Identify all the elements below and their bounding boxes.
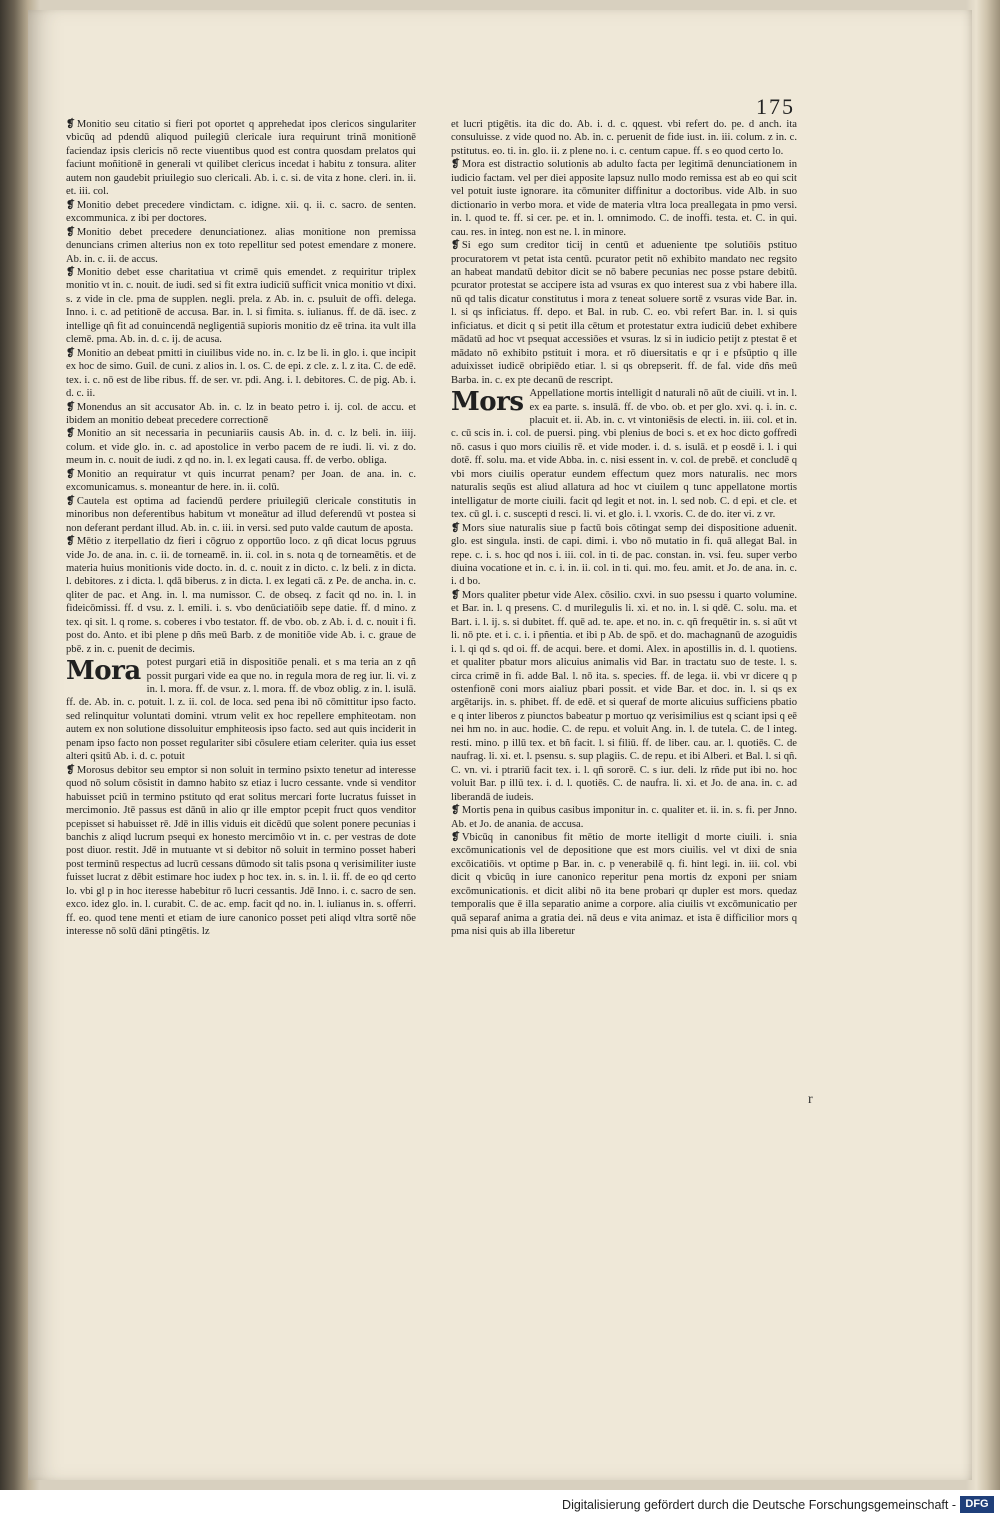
- left-paragraph: ❡ Morosus debitor seu emptor si non soluit in termino psixto tenetur ad interesse quod nō solum cōsistit in damno habito sz etiaz i lucro cessante. vnde si venditor habuisset pciū in termino pstituto qd erat solitus mercari forte lucratus fuisset in mercimonio. Jtē passus est dānū in alio qr ille emptor pcepit fruct quos venditor pcepisset si habuisset rē. Jdē in illis viduis eit dicēdū que solent ponere pecunias i banchis z aliqd lucrum psequi ex honesto mercimōio vt in. c. per vestras de dote post diuor. restit. Jdē in mutuante vt si debitor nō soluit in termino posset haberi post terminū respectus ad lucrū cessans dūmodo sit talis psona q verisimiliter iuste fuisset lucrat z dēbit estimare hoc iudex p hoc tex. in. s. in. l. ii. ff. de eo qd certo lo. vbi gl p in hoc iteresse habebitur rō lucri cessantis. Jdē Inno. i. c. sacro de sen. exco. idez glo. in. l. curabit. C. de ac. emp. facit qd no. in. l. iulianus in. s. offerri. ff. eo. quod tene menti et etiam de iure canonico posset peti aliqd vltra sortē nōe interesse nō solū dāni ptingētis. lz: [66, 764, 416, 939]
- right-paragraph: ❡ Mortis pena in quibus casibus imponitur in. c. qualiter et. ii. in. s. fi. per Jnno. Ab. et Jo. de anania. de accusa.: [451, 804, 797, 831]
- digitization-footer: [0, 1490, 1000, 1521]
- marginal-mark: r: [808, 1092, 813, 1107]
- right-paragraph: ❡ Mora est distractio solutionis ab adulto facta per legitimā denunciationem in iudicio factam. vel per diei apposite lapsuz nullo modo remissa est ab eo qui scit vel potuit iuste ignorare. ita cōmuniter diffinitur a doctoribus. vide Alb. in suo dictionario in verbo mora. et vide de materia vltra loca preallegata in pmo versi. in. l. quod te. ff. si cer. pe. et in. l. omnimodo. C. de inoffi. testa. et. C. in qui. cau. res. in integ. non est ne. l. in minore.: [451, 158, 797, 239]
- mora-text: potest purgari etiā in dispositiōe penali. et s ma teria an z qñ possit purgari vide ea que no. in regula mora de reg iur. li. vi. z in. l. mora. ff. de vsur. z. l. mora. ff. de vboz oblig. z in. l. isulā. ff. de. Ab. in. c. potuit. l. z. ii. col. de loca. sed pena ibi nō cōmittitur ipso facto. sed relinquitur voluntati domini. vtrum velit ex hoc repellere emphiteotam. non autem ex non solutione dissoluitur emphiteosis ipso facto. sed aut quis inciderit in penam ipso facto non posset regulariter sibi cōsulere etiam celeriter. quia ius esset alteri qsitū Ab. i. d. c. potuit: [66, 657, 416, 763]
- left-paragraph: ❡ Monitio debet precedere vindictam. c. idigne. xii. q. ii. c. sacro. de senten. excommunica. z ibi per doctores.: [66, 199, 416, 226]
- right-paragraph: ❡ Mors siue naturalis siue p factū bois cōtingat semp dei dispositione aduenit. glo. est singula. insti. de capi. dimi. i. vbo nō mutatio in fi. quā allegat Bal. in repe. c. i. s. hoc qd nos i. iii. col. in ti. de pac. constan. in. vsi. feu. super verbo diuina vocatione et in. c. i. in. ii. col. in ti. qui. mo. feu. amit. et Jo. de ana. in. c. i. d bo.: [451, 522, 797, 589]
- left-paragraph: ❡ Monitio seu citatio si fieri pot oportet q apprehedat ipos clericos singulariter vbicūq ad pdendū aliquod puilegiū clericale iura requirunt trinā monitionē faciendaz ipsis clericis nō recte viuentibus quod est contra quosdam prelatos qui faciunt moñitionē in generali vt quilibet clericus incedat i habitu z tonsura. aliter autem non gaudebit priuilegio suo clericali. Ab. i. c. si. de vita z hone. cleri. in. ii. et. iii. col.: [66, 118, 416, 199]
- right-paragraph: et lucri ptigētis. ita dic do. Ab. i. d. c. qquest. vbi refert do. pe. d anch. ita consuluisse. z vide quod no. Ab. in. c. peruenit de fide iust. in. iii. colum. z in. c. pstitutus. eo. ti. in. glo. ii. z plene no. i. c. centum capue. ff. s eo quod certo lo.: [451, 119, 797, 157]
- left-paragraph: ❡ Monitio debet precedere denunciationez. alias monitione non premissa denuncians crimen alterius non ex toto repellitur sed potest emendare z monere. Ab. in. c. ii. de accus.: [66, 226, 416, 266]
- dfg-logo: DFG: [960, 1496, 994, 1513]
- left-paragraph: ❡ Cautela est optima ad faciendū perdere priuilegiū clericale constitutis in minoribus non deferentibus habitum vt moneātur ad illud deferendū vt postea si non deferant perdant illud. Ab. in. c. iii. in versi. sed puto valde cautum de aposta.: [66, 495, 416, 535]
- mors-text: Appellatione mortis intelligit d naturali nō aūt de ciuili. vt in. l. ex ea parte. s. insulā. ff. de vbo. ob. et per glo. xvi. q. i. in. c. placuit et. ii. Ab. in. c. vt vintoniēsis de electi. in. iii. col. et in. c. cū scis in. i. col. de puersi. ping. vbi plenius de boci s. et ex hoc dicto goffredi nō. casus i quo mors ciuilis rē. et vide moder. i. d. s. isulā. et p eosdē i. l. i qui dotē. ff. solu. ma. et vide Abba. in. c. nisi essent in. v. col. de prebē. et concludē q vbi mors ciuilis operatur eundem effectum quez mors naturalis. nec mors naturalis seqūs est aliud allatura ad hoc vt ciuilem q tunc appellatone mortis intelligatur de morte ciuili. facit qd legit et not. in. l. sed nob. C. d epi. et cle. et tex. cū gl. i. c. suscepti d resci. li. vi. et glo. i. l. vxoris. C. de do. iter vi. z vr.: [451, 388, 797, 521]
- left-paragraph: ❡ Monitio debet esse charitatiua vt crimē quis emendet. z requiritur triplex monitio vt in. c. nouit. de iudi. sed si fit extra iudiciū sufficit vnica monitio vt dixi. s. z vide in cle. pma de supplen. negli. prela. z Ab. in. c. psuluit de offi. delega. Inno. i. c. ad petitionē de accusa. Bar. in. l. si fimita. s. iulianus. ff. de dā. isec. z intellige qñ fit ad conuincendā negligentiā supioris monitio dz eē trina. ita vult illa clemē. pma. Ab. in. d. c. ij. de acusa.: [66, 266, 416, 347]
- right-paragraph: ❡ Si ego sum creditor ticij in centū et adueniente tpe solutiōis pstituo procuratorem vt petat ista centū. pcurator petit nō exhibito mandato nec regsito an habeat mandatū debitor dicit se nō babere pecunias nec posse pstare debitū. pcurator protestat se accipere ista ad vsuras ex quo interest sua z vbi habere illa. nū qd talis dicatur constitutus i mora z teneat soluere sortē z vsuras vide Bar. in. l. si qs inficiatus. ff. depo. et Bal. in rub. C. eo. vbi refert Bar. in. l. si quis inficiatus. et dicit q si petit illa cētum et protestatur extra iudiciū debet exhibere mādatū ad hoc vt psequat accessiōes et vsuras. lz si in iudicio petijt z ptestat ē et mādato nō exhibito pstituit i mora. et rō diuersitatis e qr i e pfsūptio q ille aduixisset iudicē obripiēdo etiar. l. si qs obrepserit. ff. de fal. vide dñs meū Barba. in. c. ex pte decanū de rescript.: [451, 239, 797, 387]
- right-paragraph: ❡ Mors qualiter pbetur vide Alex. cōsilio. cxvi. in suo psessu i quarto volumine. et Bar. in. l. q presens. C. d murilegulis li. xi. et no. in. l. si qdē. C. solu. ma. et Bart. i. l. ij. s. si dubitet. ff. quē ad. te. ape. et no. in. c. qñ frequētir in. s. si aūt vt li. nō pte. et i. c. i. i pñentia. et ibi p Ab. de spō. et do. machagnanū de azoguidis i. l. qi qd s. qd oi. ff. de acqui. bere. et domi. Alex. in apostillis in. d. l. quotiens. et qualiter pbatur mors alicuius animalis vid Bar. in tractatu suo de teste. l. s. circa crimē in fi. adde Bal. l. nō ita. s. species. ff. de lega. ii. vbi vr dicere q p ostenfionē coni mors aialiuz pbari possit. et vide Bar. et doc. in. l. si qs ex argētarijs. in. s. phibet. ff. de edē. et si queraf de morte alicuius sufficiens pbatio e q inter liberos z piunctos babeatur p mortuo qz verisimilius est q sciant ipsi q eē nei hm no. in auc. hodie. C. de repu. et voluit Ang. in. l. de tutela. C. de l integ. resti. mino. p illū tex. et bñ facit. l. si filiū. ff. de liber. cau. ar. l. quotiēs. C. de naufrag. li. xi. et. l. psensu. s. sup plagiis. C. de repu. et ibi Alberi. et Bal. l. si qñ. C. vn. vi. i ptrariū facit tex. i. l. qñ sororē. C. s iur. deli. lz rñde put ibi no. hoc voluit Bar. p illū tex. i. d. l. quotiēs. C. de naufra. li. xi. et Jo. de ana. in. c. ad liberandā de iudeis.: [451, 589, 797, 804]
- left-paragraph: ❡ Monendus an sit accusator Ab. in. c. lz in beato petro i. ij. col. de accu. et ibidem an monitio debeat precedere correctionē: [66, 401, 416, 428]
- left-paragraph: ❡ Mētio z iterpellatio dz fieri i cōgruo z opportūo loco. z qñ dicat locus pgruus vide Jo. de ana. in. c. ii. de torneamē. in. ii. col. in s. nota q de torneamētis. et de materia huius monitionis vide docto. in. d. c. nouit z in dicto. c. lz beli. z in dicta. l. debitores. z i dicta. l. qdā biberus. z in dicta. l. ex legati cā. z Pe. de ancha. in. c. qliter de pac. et Ang. in. l. ma numissor. C. de obseq. z facit qd no. in. l. in fideicōmissi. ff. d vsu. z. l. emili. i. s. vbo denūciatiōib sepe datie. ff. d mino. z tex. qi sit. l. q rome. s. coberes i vbo testator. ff. de vbo. ob. z Ab. i. d. c. nouit i fi. post do. Anto. et ibi plene p dñs meū Barb. z de monitiōe vide Ab. i. c. graue de pbē. z in. c. puenit de decimis.: [66, 535, 416, 656]
- left-paragraph: ❡ Monitio an sit necessaria in pecuniariis causis Ab. in. d. c. lz beli. in. iiij. colum. et vide glo. in. c. ad apostolice in verbo pacem de re iudi. li. vi. z do. meum in. c. nouit de iudi. z qd no. in. l. ex legati causa. ff. de verbo. obliga.: [66, 427, 416, 467]
- left-paragraph: ❡ Monitio an requiratur vt quis incurrat penam? per Joan. de ana. in. c. excomunicamus. s. moneantur de here. in. ii. colū.: [66, 468, 416, 495]
- footer-credit: Digitalisierung gefördert durch die Deutsche Forschungsgemeinschaft -: [562, 1498, 956, 1512]
- left-paragraph: ❡ Monitio an debeat pmitti in ciuilibus vide no. in. c. lz be li. in glo. i. que incipit ex hoc de simo. Guil. de cuni. z alios in. l. os. C. de epi. z cle. z. l. z ita. C. de edē. tex. i. c. nō est de libe ribus. ff. de ser. vr. pdi. Ang. i. l. debitores. C. de pig. Ab. i. d. c. ii.: [66, 347, 416, 401]
- headword-mors: Mors: [451, 387, 524, 418]
- headword-mora: Mora: [66, 656, 141, 687]
- page-number: 175: [756, 94, 795, 119]
- right-paragraph: ❡ Vbicūq in canonibus fit mētio de morte itelligit d morte ciuili. i. snia excōmunicationis vel de depositione que est mors ciuilis. vel vt dixi de snia excōicatiōis. vt optime p Bar. in. c. p venerabilē q. fi. hint legi. in. iii. col. vbi dicit q vbicūq in iure canonico reperitur pena mortis dz exponi per sniam excōmunicationis. et dicit alibi nō ita bene probari qr dupler est mors. quedaz temporalis que ē illa separatio anime a corpore. alia ciuilis vt excōmunicatio per quā separaf anima a gratia dei. nā deus e vita animaz. et ista ē difficilior mors q pma nisi quis ab illa liberetur: [451, 831, 797, 939]
- mora-entry: [66, 656, 416, 764]
- right-column: [451, 118, 797, 939]
- left-column: [66, 118, 416, 939]
- mors-entry: [451, 387, 797, 522]
